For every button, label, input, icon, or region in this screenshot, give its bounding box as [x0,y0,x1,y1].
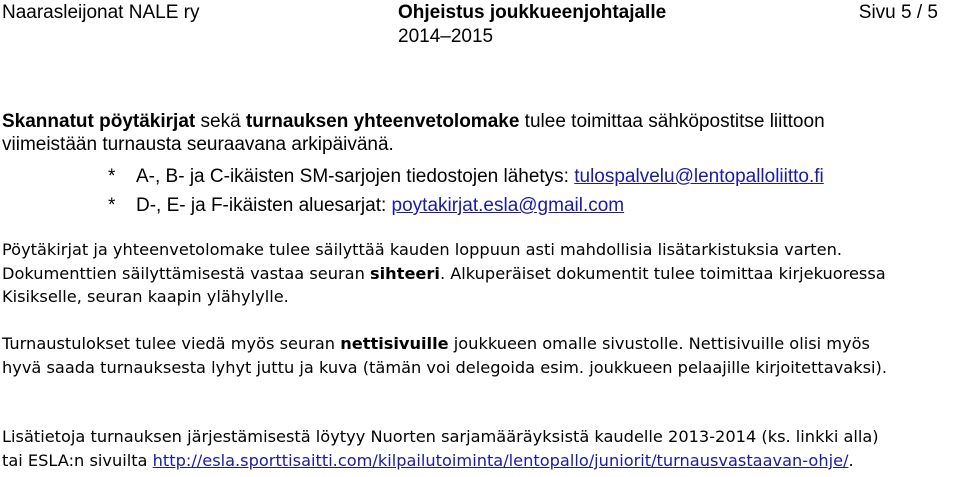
section4-line1: Lisätietoja turnauksen järjestämisestä löytyy Nuorten sarjamääräyksistä kaudelle 2013-2014 (ks. linkki alla) [2,427,879,446]
summary-form-bold: turnauksen yhteenvetolomake [245,111,520,132]
bullet-sm-series: * A-, B- ja C-ikäisten SM-sarjojen tiedostojen lähetys: tulospalvelu@lentopalloliitto.fi [108,166,824,187]
section1-line1: Skannatut pöytäkirjat sekä turnauksen yhteenvetolomake tulee toimittaa sähköpostitse liittoon [2,111,825,132]
page-number: Sivu 5 / 5 [858,2,938,23]
esla-instructions-link[interactable]: http://esla.sporttisaitti.com/kilpailutoiminta/lentopallo/juniorit/turnausvastaavan-ohje/ [152,451,849,470]
section4-line2: tai ESLA:n sivuilta http://esla.sporttisaitti.com/kilpailutoiminta/lentopallo/juniorit/turnausvastaavan-ohje/. [2,451,854,470]
section3-line2: hyvä saada turnauksesta lyhyt juttu ja kuva (tämän voi delegoida esim. joukkueen pelaajille kirjoitettavaksi). [2,358,887,377]
section2-line2: Dokumenttien säilyttämisestä vastaa seuran sihteeri. Alkuperäiset dokumentit tulee toimittaa kirjekuoressa [2,264,886,283]
section3-line1: Turnaustulokset tulee viedä myös seuran nettisivuille joukkueen omalle sivustolle. Nettisivuille olisi myös [2,334,870,353]
section2-line3: Kisikselle, seuran kaapin ylähylylle. [2,287,289,306]
bullet-regional-series: * D-, E- ja F-ikäisten aluesarjat: poytakirjat.esla@gmail.com [108,195,625,216]
tulospalvelu-email-link[interactable]: tulospalvelu@lentopalloliitto.fi [574,166,824,187]
section2-line1: Pöytäkirjat ja yhteenvetolomake tulee säilyttää kauden loppuun asti mahdollisia lisätarkistuksia varten. [2,240,843,259]
bullet-marker: * [108,195,116,216]
document-season: 2014–2015 [398,26,494,47]
document-title: Ohjeistus joukkueenjohtajalle [398,2,667,23]
page-header [0,0,960,60]
section1-line2: viimeistään turnausta seuraavana arkipäivänä. [2,134,394,155]
poytakirjat-email-link[interactable]: poytakirjat.esla@gmail.com [391,195,625,216]
organization-name: Naarasleijonat NALE ry [2,2,200,23]
scanned-forms-bold: Skannatut pöytäkirjat [2,111,196,132]
bullet-marker: * [108,166,116,187]
website-bold: nettisivuille [340,334,449,353]
secretary-bold: sihteeri [370,264,440,283]
